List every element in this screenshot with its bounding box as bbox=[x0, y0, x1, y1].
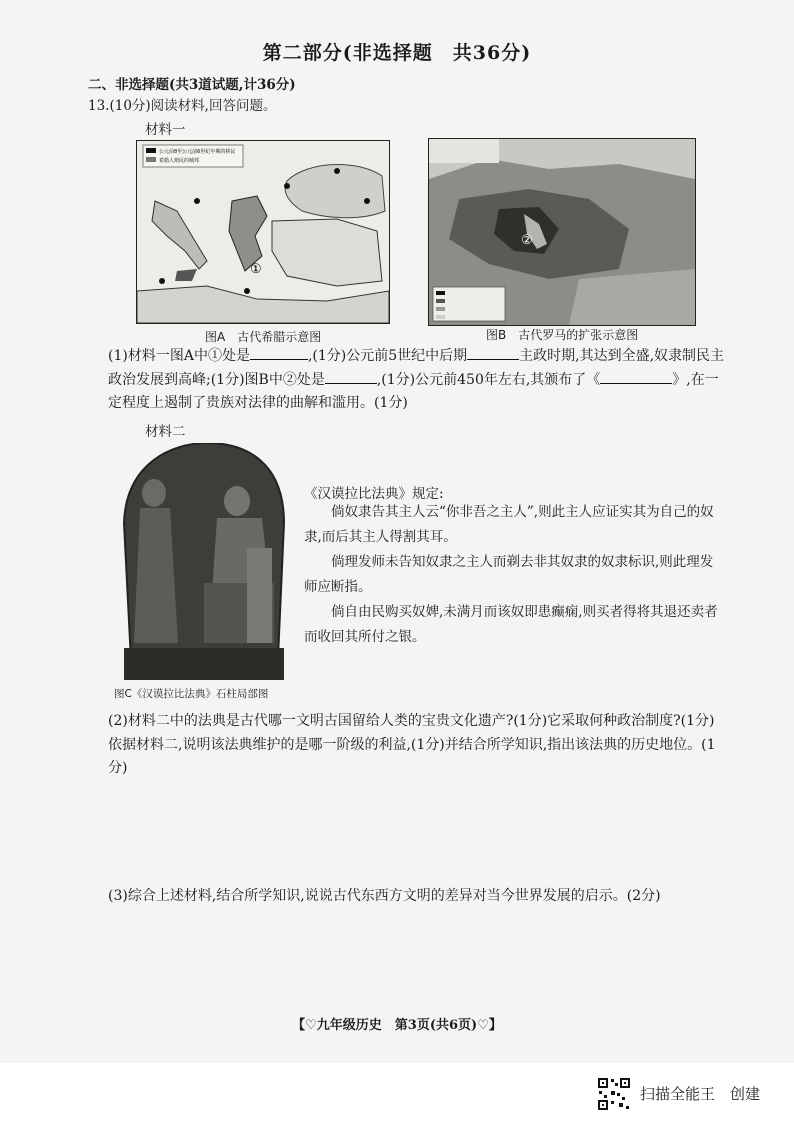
law-clause-1: 倘奴隶告其主人云“你非吾之主人”,则此主人应证实其为自己的奴隶,而后其主人得割其耳。 bbox=[304, 504, 714, 545]
blank-3[interactable] bbox=[325, 369, 377, 384]
map-a-marker: ① bbox=[250, 262, 262, 277]
map-a-legend-2: 希腊人殖民的城邦 bbox=[159, 158, 200, 164]
qr-code-icon bbox=[597, 1077, 631, 1111]
rome-map-drawing bbox=[429, 139, 695, 325]
page-footer: 【♡九年级历史 第3页(共6页)♡】 bbox=[292, 1018, 502, 1033]
roman-expansion-map bbox=[428, 138, 696, 326]
question-2: (2)材料二中的法典是古代哪一文明古国留给人类的宝贵文化遗产?(1分)它采取何种政治制度?(1分)依据材料二,说明该法典维护的是哪一阶级的利益,(1分)并结合所学知识,指出该法典的历史地位。(1分) bbox=[108, 713, 716, 776]
map-a-caption: 图A 古代希腊示意图 bbox=[205, 330, 322, 344]
stele-caption: 图C《汉谟拉比法典》石柱局部图 bbox=[114, 688, 269, 700]
part-title: 第二部分(非选择题 共36分) bbox=[262, 42, 532, 64]
map-b-marker: ② bbox=[521, 233, 533, 248]
blank-1[interactable] bbox=[250, 345, 308, 360]
law-title: 《汉谟拉比法典》规定: bbox=[304, 486, 444, 502]
stele-drawing bbox=[112, 443, 294, 680]
scanner-watermark: 扫描全能王 创建 bbox=[640, 1085, 761, 1103]
law-clause-2: 倘理发师未告知奴隶之主人而剃去非其奴隶的奴隶标识,则此理发师应断指。 bbox=[304, 554, 714, 595]
blank-2[interactable] bbox=[467, 345, 519, 360]
section-heading: 二、非选择题(共3道试题,计36分) bbox=[88, 77, 296, 93]
ancient-greece-map bbox=[136, 140, 390, 324]
blank-4[interactable] bbox=[600, 369, 672, 384]
law-clause-3: 倘自由民购买奴婢,未满月而该奴即患癫痫,则买者得将其退还卖者而收回其所付之银。 bbox=[304, 604, 718, 645]
material2-label: 材料二 bbox=[145, 424, 186, 440]
greece-map-drawing bbox=[137, 141, 389, 323]
hammurabi-stele-image bbox=[112, 443, 294, 680]
map-b-caption: 图B 古代罗马的扩张示意图 bbox=[486, 328, 639, 342]
map-a-legend-1: 公元前8至公元前6世纪中期的移民 bbox=[159, 149, 236, 155]
question-1: (1)材料一图A中①处是 ,(1分)公元前5世纪中后期 主政时期,其达到全盛,奴隶制民主政治发展到高峰;(1分)图B中②处是 ,(1分)公元前450年左右,其颁布了《 》,在一定程度上遏制了贵族对法律的曲解和滥用。(1分) bbox=[108, 345, 728, 416]
question-3: (3)综合上述材料,结合所学知识,说说古代东西方文明的差异对当今世界发展的启示。(2分) bbox=[108, 888, 661, 904]
question-intro: 13.(10分)阅读材料,回答问题。 bbox=[88, 98, 277, 114]
material1-label: 材料一 bbox=[145, 122, 186, 138]
